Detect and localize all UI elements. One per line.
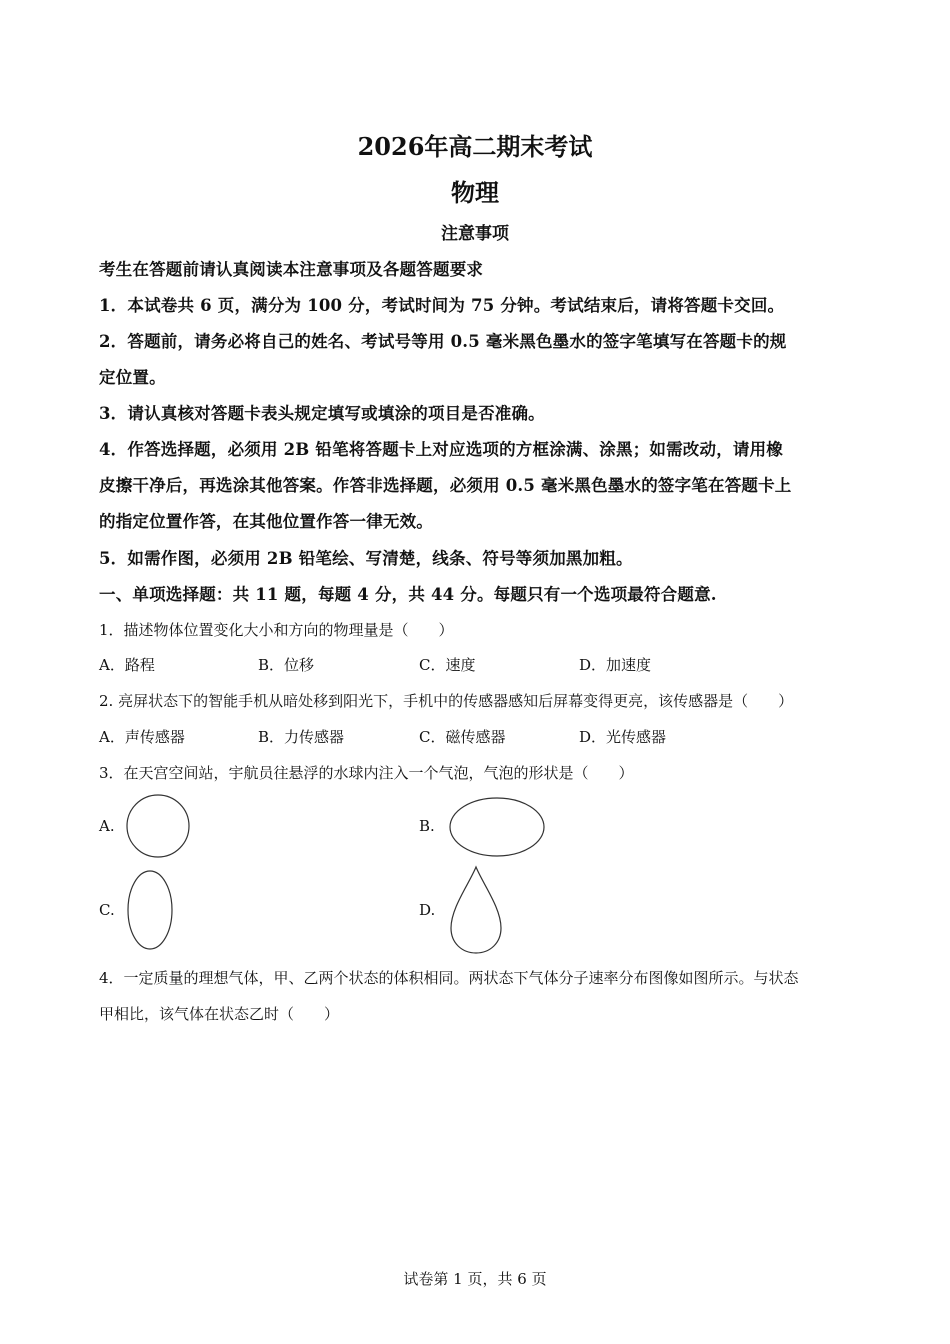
section-title: 一、单项选择题：共 11 题，每题 4 分，共 44 分。每题只有一个选项最符合题意.: [99, 585, 717, 604]
notice-line-5: 5．如需作图，必须用 2B 铅笔绘、写清楚，线条、符号等须加黑加粗。: [99, 549, 633, 568]
question-3-option-b-label: B.: [419, 817, 435, 835]
notice-intro: 考生在答题前请认真阅读本注意事项及各题答题要求: [99, 260, 484, 279]
notice-line-2-cont: 定位置。: [99, 368, 166, 387]
question-1-stem: 1．描述物体位置变化大小和方向的物理量是（ ）: [99, 621, 454, 639]
question-4-stem-line-2: 甲相比，该气体在状态乙时（ ）: [99, 1005, 340, 1023]
question-1-option-d: D．加速度: [579, 656, 652, 674]
question-1-option-c: C．速度: [419, 656, 476, 674]
question-1-option-b: B．位移: [258, 656, 315, 674]
exam-title: 2026年高二期末考试: [357, 132, 593, 161]
notice-line-4: 4．作答选择题，必须用 2B 铅笔将答题卡上对应选项的方框涂满、涂黑；如需改动，请用橡: [99, 440, 783, 459]
question-3-option-c-label: C.: [99, 901, 115, 919]
teardrop-icon: [449, 866, 503, 954]
question-3-option-a-label: A.: [99, 817, 115, 835]
notice-line-2: 2．答题前，请务必将自己的姓名、考试号等用 0.5 毫米黑色墨水的签字笔填写在答题卡的规: [99, 332, 787, 351]
question-4-stem-line-1: 4．一定质量的理想气体，甲、乙两个状态的体积相同。两状态下气体分子速率分布图像如图所示。与状态: [99, 969, 799, 987]
question-3-stem: 3．在天宫空间站，宇航员往悬浮的水球内注入一个气泡，气泡的形状是（ ）: [99, 764, 634, 782]
notice-line-1: 1．本试卷共 6 页，满分为 100 分，考试时间为 75 分钟。考试结束后，请将答题卡交回。: [99, 296, 785, 315]
notice-heading: 注意事项: [441, 224, 509, 244]
page-footer: 试卷第 1 页，共 6 页: [403, 1270, 547, 1288]
notice-line-4-cont-2: 的指定位置作答，在其他位置作答一律无效。: [99, 512, 433, 531]
circle-icon: [126, 794, 190, 858]
question-2-option-c: C．磁传感器: [419, 728, 506, 746]
question-3-option-d-label: D.: [419, 901, 436, 919]
question-1-option-a: A．路程: [99, 656, 155, 674]
subject-title: 物理: [451, 178, 499, 207]
question-2-option-d: D．光传感器: [579, 728, 667, 746]
question-2-option-a: A．声传感器: [99, 728, 185, 746]
horizontal-ellipse-icon: [449, 797, 546, 857]
notice-line-3: 3．请认真核对答题卡表头规定填写或填涂的项目是否准确。: [99, 404, 545, 423]
question-2-option-b: B．力传感器: [258, 728, 345, 746]
notice-line-4-cont-1: 皮擦干净后，再选涂其他答案。作答非选择题，必须用 0.5 毫米黑色墨水的签字笔在答题卡上: [99, 476, 792, 495]
vertical-ellipse-icon: [126, 870, 174, 950]
question-2-stem: 2. 亮屏状态下的智能手机从暗处移到阳光下，手机中的传感器感知后屏幕变得更亮，该传感器是（ ）: [99, 692, 794, 710]
